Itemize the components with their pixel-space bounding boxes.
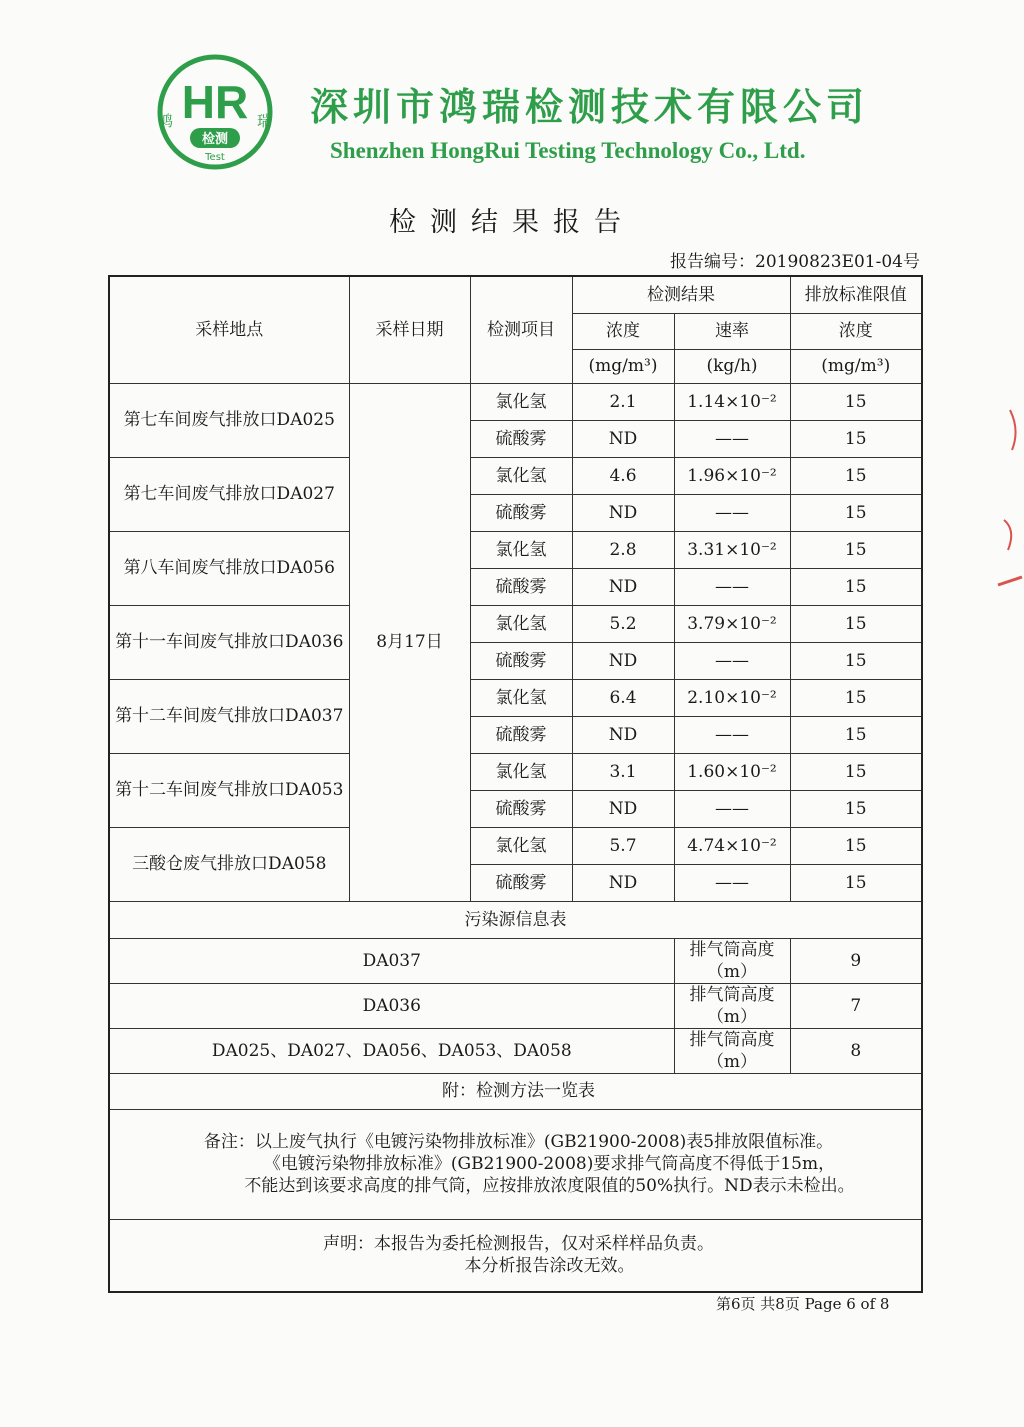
rate-value: —— xyxy=(674,568,790,605)
result-row xyxy=(109,605,922,642)
concentration-value: 2.8 xyxy=(572,531,674,568)
remark-line: 《电镀污染物排放标准》(GB21900-2008)要求排气筒高度不得低于15m， xyxy=(263,1154,836,1174)
source-row xyxy=(109,938,922,983)
sampling-location: 第七车间废气排放口DA027 xyxy=(109,457,349,531)
test-item: 氯化氢 xyxy=(470,827,572,864)
test-item: 硫酸雾 xyxy=(470,864,572,901)
source-param: 排气筒高度（m） xyxy=(674,938,790,983)
source-info-title: 污染源信息表 xyxy=(109,901,922,938)
concentration-value: ND xyxy=(572,716,674,753)
report-title: 检测结果报告 xyxy=(389,207,635,238)
test-item: 硫酸雾 xyxy=(470,568,572,605)
limit-value: 15 xyxy=(790,753,922,790)
rate-value: —— xyxy=(674,790,790,827)
header-limit-unit: (mg/m³) xyxy=(790,349,922,383)
concentration-value: 2.1 xyxy=(572,383,674,420)
concentration-value: 3.1 xyxy=(572,753,674,790)
result-row xyxy=(109,531,922,568)
logo-right-char: 瑞 xyxy=(257,112,273,130)
test-item: 氯化氢 xyxy=(470,531,572,568)
test-item: 硫酸雾 xyxy=(470,716,572,753)
sampling-location: 第十二车间废气排放口DA037 xyxy=(109,679,349,753)
test-item: 氯化氢 xyxy=(470,457,572,494)
logo-sub-en: Test xyxy=(205,152,225,163)
test-item: 硫酸雾 xyxy=(470,420,572,457)
rate-value: 4.74×10⁻² xyxy=(674,827,790,864)
limit-value: 15 xyxy=(790,383,922,420)
source-param: 排气筒高度（m） xyxy=(674,983,790,1028)
test-item: 氯化氢 xyxy=(470,605,572,642)
red-stamp-mark xyxy=(996,400,1024,600)
statement-block xyxy=(109,1219,922,1292)
test-item: 硫酸雾 xyxy=(470,494,572,531)
limit-value: 15 xyxy=(790,568,922,605)
source-outlet: DA036 xyxy=(109,983,674,1028)
source-value: 9 xyxy=(790,938,922,983)
rate-value: 2.10×10⁻² xyxy=(674,679,790,716)
sampling-date: 8月17日 xyxy=(349,383,470,901)
remark-line: 备注：以上废气执行《电镀污染物排放标准》(GB21900-2008)表5排放限值标准。 xyxy=(203,1132,834,1152)
result-row xyxy=(109,383,922,420)
rate-value: —— xyxy=(674,642,790,679)
source-value: 8 xyxy=(790,1028,922,1073)
limit-value: 15 xyxy=(790,494,922,531)
rate-value: 1.96×10⁻² xyxy=(674,457,790,494)
header-date: 采样日期 xyxy=(349,276,470,383)
rate-value: 1.14×10⁻² xyxy=(674,383,790,420)
concentration-value: 5.2 xyxy=(572,605,674,642)
limit-value: 15 xyxy=(790,420,922,457)
limit-value: 15 xyxy=(790,716,922,753)
header-limit-conc: 浓度 xyxy=(790,313,922,349)
page-footer: 第6页 共8页 Page 6 of 8 xyxy=(716,1295,890,1313)
concentration-value: ND xyxy=(572,420,674,457)
limit-value: 15 xyxy=(790,790,922,827)
rate-value: —— xyxy=(674,420,790,457)
concentration-value: 6.4 xyxy=(572,679,674,716)
header-conc: 浓度 xyxy=(572,313,674,349)
results-table xyxy=(108,275,923,1293)
statement-line: 本分析报告涂改无效。 xyxy=(464,1256,635,1277)
source-row xyxy=(109,983,922,1028)
company-name-en: Shenzhen HongRui Testing Technology Co., Ltd. xyxy=(330,138,806,163)
source-outlet: DA025、DA027、DA056、DA053、DA058 xyxy=(109,1028,674,1073)
header-rate: 速率 xyxy=(674,313,790,349)
header-limit: 排放标准限值 xyxy=(790,276,922,313)
test-item: 硫酸雾 xyxy=(470,790,572,827)
sampling-location: 第十一车间废气排放口DA036 xyxy=(109,605,349,679)
result-row xyxy=(109,457,922,494)
sampling-location: 第十二车间废气排放口DA053 xyxy=(109,753,349,827)
header-item: 检测项目 xyxy=(470,276,572,383)
test-item: 氯化氢 xyxy=(470,383,572,420)
results-body xyxy=(109,276,922,1292)
concentration-value: ND xyxy=(572,864,674,901)
company-logo xyxy=(150,52,280,172)
rate-value: —— xyxy=(674,864,790,901)
source-outlet: DA037 xyxy=(109,938,674,983)
sampling-location: 第八车间废气排放口DA056 xyxy=(109,531,349,605)
result-row xyxy=(109,827,922,864)
logo-left-char: 鸿 xyxy=(158,112,174,130)
test-item: 硫酸雾 xyxy=(470,642,572,679)
company-name-cn: 深圳市鸿瑞检测技术有限公司 xyxy=(310,85,870,129)
test-item: 氯化氢 xyxy=(470,753,572,790)
limit-value: 15 xyxy=(790,457,922,494)
header-rate-unit: (kg/h) xyxy=(674,349,790,383)
limit-value: 15 xyxy=(790,642,922,679)
statement-line: 声明：本报告为委托检测报告，仅对采样样品负责。 xyxy=(323,1234,714,1255)
concentration-value: ND xyxy=(572,568,674,605)
concentration-value: 4.6 xyxy=(572,457,674,494)
limit-value: 15 xyxy=(790,679,922,716)
limit-value: 15 xyxy=(790,827,922,864)
header-result: 检测结果 xyxy=(572,276,790,313)
source-param: 排气筒高度（m） xyxy=(674,1028,790,1073)
concentration-value: ND xyxy=(572,494,674,531)
test-item: 氯化氢 xyxy=(470,679,572,716)
limit-value: 15 xyxy=(790,605,922,642)
concentration-value: 5.7 xyxy=(572,827,674,864)
rate-value: 3.79×10⁻² xyxy=(674,605,790,642)
remark-line: 不能达到该要求高度的排气筒，应按排放浓度限值的50%执行。ND表示未检出。 xyxy=(244,1176,855,1196)
remarks-block xyxy=(109,1109,922,1219)
sampling-location: 第七车间废气排放口DA025 xyxy=(109,383,349,457)
rate-value: 3.31×10⁻² xyxy=(674,531,790,568)
logo-letters: HR xyxy=(181,76,249,128)
sampling-location: 三酸仓废气排放口DA058 xyxy=(109,827,349,901)
concentration-value: ND xyxy=(572,642,674,679)
limit-value: 15 xyxy=(790,531,922,568)
rate-value: 1.60×10⁻² xyxy=(674,753,790,790)
result-row xyxy=(109,679,922,716)
report-number: 报告编号：20190823E01-04号 xyxy=(670,252,920,272)
limit-value: 15 xyxy=(790,864,922,901)
rate-value: —— xyxy=(674,716,790,753)
appendix-note: 附：检测方法一览表 xyxy=(109,1073,922,1109)
header-location: 采样地点 xyxy=(109,276,349,383)
result-row xyxy=(109,753,922,790)
concentration-value: ND xyxy=(572,790,674,827)
rate-value: —— xyxy=(674,494,790,531)
source-row xyxy=(109,1028,922,1073)
source-value: 7 xyxy=(790,983,922,1028)
logo-sub-cn: 检测 xyxy=(201,132,229,147)
header-conc-unit: (mg/m³) xyxy=(572,349,674,383)
